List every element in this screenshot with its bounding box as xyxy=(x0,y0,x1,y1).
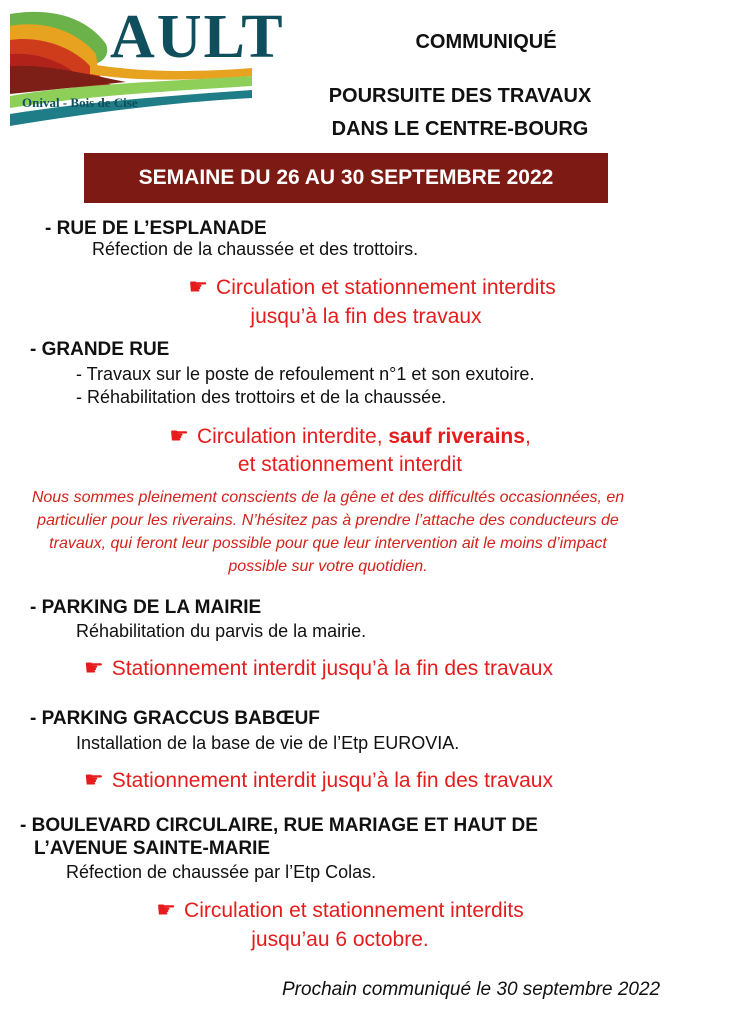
footer-next-communique: Prochain communiqué le 30 septembre 2022 xyxy=(282,979,661,1000)
week-banner: SEMAINE DU 26 AU 30 SEPTEMBRE 2022 xyxy=(84,153,608,203)
logo-tagline: Onival - Bois de Cise xyxy=(22,95,138,110)
communique-label: COMMUNIQUÉ xyxy=(415,31,557,53)
page-title-line1: POURSUITE DES TRAVAUX xyxy=(328,85,592,107)
section-title-parking-mairie: - PARKING DE LA MAIRIE xyxy=(30,597,262,618)
pointing-hand-icon: ☛ xyxy=(188,274,209,299)
notice-grande-rue xyxy=(0,421,700,451)
section-title-grande-rue: - GRANDE RUE xyxy=(30,339,170,360)
section-title-parking-graccus: - PARKING GRACCUS BABŒUF xyxy=(30,708,320,729)
logo xyxy=(6,3,285,130)
notice-esplanade xyxy=(0,272,744,302)
pointing-hand-icon: ☛ xyxy=(169,423,189,448)
logo-name: AULT xyxy=(110,3,285,71)
notice-esplanade-line1: Circulation et stationnement interdits xyxy=(216,276,556,299)
notice-boulevard-line2: jusqu’au 6 octobre. xyxy=(251,928,429,951)
section-detail-parking-mairie: Réhabilitation du parvis de la mairie. xyxy=(76,621,367,641)
section-title-boulevard-line2: L’AVENUE SAINTE-MARIE xyxy=(34,838,271,859)
section-title-boulevard-line1: - BOULEVARD CIRCULAIRE, RUE MARIAGE ET HAUT DE xyxy=(20,815,538,836)
pointing-hand-icon: ☛ xyxy=(84,655,104,680)
page-title-line2: DANS LE CENTRE-BOURG xyxy=(331,118,589,140)
notice-grande-rue-part1: Circulation interdite, xyxy=(196,425,389,448)
pointing-hand-icon: ☛ xyxy=(156,897,177,922)
notice-parking-graccus xyxy=(84,765,553,795)
notice-grande-rue-bold: sauf riverains xyxy=(388,425,525,448)
section-detail-boulevard: Réfection de chaussée par l’Etp Colas. xyxy=(66,862,377,882)
message-riverains: Nous sommes pleinement conscients de la gêne et des difficultés occasionnées, en particulier pour les riverains. N’hésitez pas à prendre l’attache des conducteurs de travaux, qui feront leur possible pour que leur intervention ait le moins d’impact possible sur votre quotidien. xyxy=(31,489,625,575)
section-title-esplanade: - RUE DE L’ESPLANADE xyxy=(45,218,267,239)
notice-grande-rue-part2: , xyxy=(524,425,531,448)
notice-parking-mairie xyxy=(84,653,553,683)
notice-parking-mairie-line1: Stationnement interdit jusqu’à la fin des travaux xyxy=(111,657,553,680)
section-detail-parking-graccus: Installation de la base de vie de l’Etp EUROVIA. xyxy=(76,733,460,753)
notice-grande-rue-line2: et stationnement interdit xyxy=(237,453,463,476)
pointing-hand-icon: ☛ xyxy=(84,767,104,792)
section-detail-grande-rue-1: - Travaux sur le poste de refoulement n°1 et son exutoire. xyxy=(76,364,535,384)
notice-parking-graccus-line1: Stationnement interdit jusqu’à la fin des travaux xyxy=(111,769,553,792)
section-detail-grande-rue-2: - Réhabilitation des trottoirs et de la chaussée. xyxy=(76,387,447,407)
notice-boulevard xyxy=(0,895,680,925)
notice-esplanade-line2: jusqu’à la fin des travaux xyxy=(250,305,482,328)
notice-boulevard-line1: Circulation et stationnement interdits xyxy=(184,899,524,922)
section-detail-esplanade: Réfection de la chaussée et des trottoirs. xyxy=(92,239,419,259)
